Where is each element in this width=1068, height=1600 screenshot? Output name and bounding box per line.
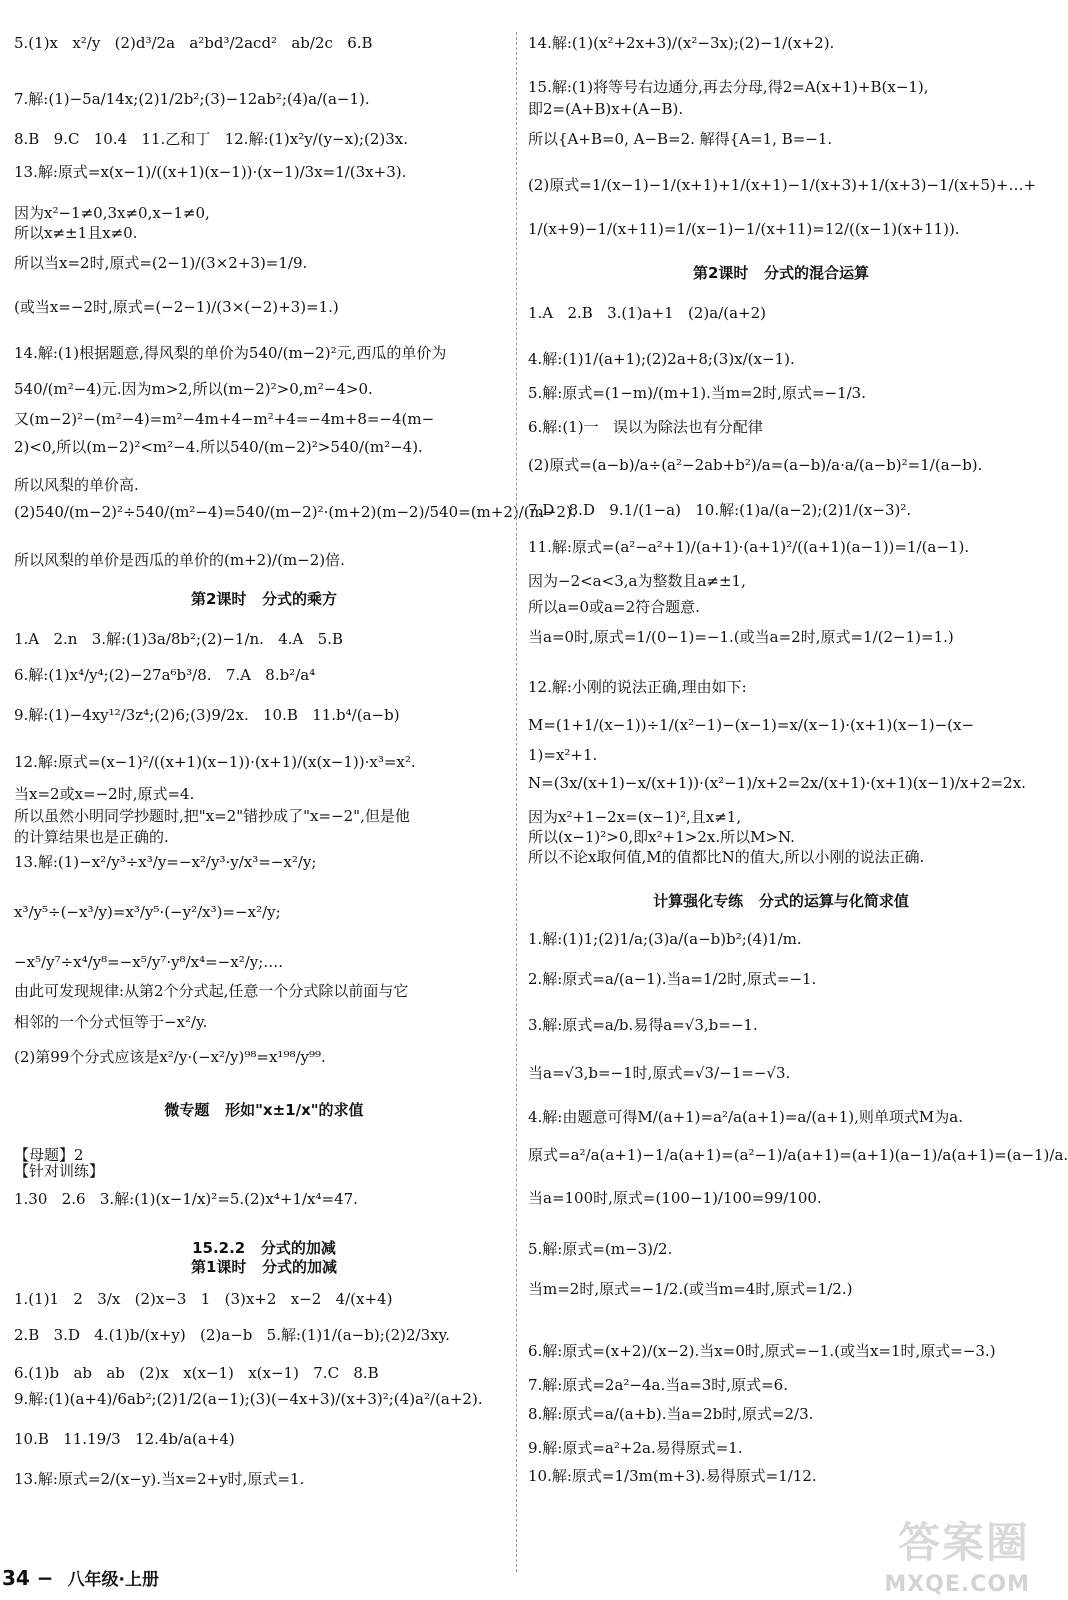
answer-line: 15.解:(1)将等号右边通分,再去分母,得2=A(x+1)+B(x−1),: [528, 78, 929, 96]
answer-line: 所以风梨的单价高.: [14, 476, 139, 494]
answer-line: 所以当x=2时,原式=(2−1)/(3×2+3)=1/9.: [14, 254, 308, 272]
answer-line: 当m=2时,原式=−1/2.(或当m=4时,原式=1/2.): [528, 1280, 853, 1298]
answer-line: 4.解:由题意可得M/(a+1)=a²/a(a+1)=a/(a+1),则单项式M为a.: [528, 1108, 963, 1126]
watermark-logo: 答案圈: [897, 1518, 1030, 1567]
answer-line: 7.D 8.D 9.1/(1−a) 10.解:(1)a/(a−2);(2)1/(x−3)².: [528, 501, 912, 519]
answer-line: 当a=100时,原式=(100−1)/100=99/100.: [528, 1189, 822, 1207]
answer-line: 所以不论x取何值,M的值都比N的值大,所以小刚的说法正确.: [528, 848, 925, 866]
answer-line: 7.解:(1)−5a/14x;(2)1/2b²;(3)−12ab²;(4)a/(a−1).: [14, 90, 370, 108]
answer-line: 8.解:原式=a/(a+b).当a=2b时,原式=2/3.: [528, 1405, 814, 1423]
answer-line: 13.解:原式=x(x−1)/((x+1)(x−1))·(x−1)/3x=1/(3x+3).: [14, 163, 407, 181]
page-footer: [2, 1565, 159, 1590]
section-heading: 计算强化专练 分式的运算与化简求值: [653, 892, 909, 910]
column-divider: [516, 32, 517, 1572]
answer-line: 10.解:原式=1/3m(m+3).易得原式=1/12.: [528, 1467, 817, 1485]
watermark-url: MXQE.COM: [884, 1572, 1030, 1597]
answer-line: 当a=0时,原式=1/(0−1)=−1.(或当a=2时,原式=1/(2−1)=1.): [528, 628, 954, 646]
answer-line: 12.解:原式=(x−1)²/((x+1)(x−1))·(x+1)/(x(x−1))·x³=x².: [14, 753, 416, 771]
answer-line: 1.30 2.6 3.解:(1)(x−1/x)²=5.(2)x⁴+1/x⁴=47.: [14, 1190, 358, 1208]
answer-line: 5.解:原式=(m−3)/2.: [528, 1240, 673, 1258]
answer-line: 所以(x−1)²>0,即x²+1>2x.所以M>N.: [528, 828, 795, 846]
answer-line: (2)原式=1/(x−1)−1/(x+1)+1/(x+1)−1/(x+3)+1/(x+3)−1/(x+5)+…+: [528, 176, 1037, 194]
answer-line: 2.B 3.D 4.(1)b/(x+y) (2)a−b 5.解:(1)1/(a−b);(2)2/3xy.: [14, 1326, 450, 1344]
right-column: [528, 0, 1068, 1556]
answer-line: 所以a=0或a=2符合题意.: [528, 598, 700, 616]
answer-line: 3.解:原式=a/b.易得a=√3,b=−1.: [528, 1016, 758, 1034]
answer-line: 8.B 9.C 10.4 11.乙和丁 12.解:(1)x²y/(y−x);(2)3x.: [14, 130, 409, 148]
answer-line: 13.解:原式=2/(x−y).当x=2+y时,原式=1.: [14, 1470, 305, 1488]
answer-line: 6.解:(1)x⁴/y⁴;(2)−27a⁶b³/8. 7.A 8.b²/a⁴: [14, 666, 316, 684]
answer-line: 即2=(A+B)x+(A−B).: [528, 100, 684, 118]
answer-line: 1)=x²+1.: [528, 746, 598, 764]
answer-line: (或当x=−2时,原式=(−2−1)/(3×(−2)+3)=1.): [14, 298, 339, 316]
answer-line: 因为−2<a<3,a为整数且a≠±1,: [528, 572, 746, 590]
answer-line: 6.解:原式=(x+2)/(x−2).当x=0时,原式=−1.(或当x=1时,原式=−3.): [528, 1342, 996, 1360]
answer-line: 12.解:小刚的说法正确,理由如下:: [528, 678, 747, 696]
answer-line: (2)原式=(a−b)/a÷(a²−2ab+b²)/a=(a−b)/a·a/(a−b)²=1/(a−b).: [528, 456, 983, 474]
answer-line: 1/(x+9)−1/(x+11)=1/(x−1)−1/(x+11)=12/((x−1)(x+11)).: [528, 220, 960, 238]
answer-line: x³/y⁵÷(−x³/y)=x³/y⁵·(−y²/x³)=−x²/y;: [14, 903, 281, 921]
answer-line: 由此可发现规律:从第2个分式起,任意一个分式除以前面与它: [14, 982, 409, 1000]
answer-line: 13.解:(1)−x²/y³÷x³/y=−x²/y³·y/x³=−x²/y;: [14, 853, 317, 871]
answer-line: 所以{A+B=0, A−B=2. 解得{A=1, B=−1.: [528, 130, 833, 148]
section-heading: 第1课时 分式的加减: [190, 1258, 338, 1276]
answer-line: 540/(m²−4)元.因为m>2,所以(m−2)²>0,m²−4>0.: [14, 380, 373, 398]
answer-line: 【母题】2: [14, 1146, 84, 1164]
answer-line: (2)第99个分式应该是x²/y·(−x²/y)⁹⁸=x¹⁹⁸/y⁹⁹.: [14, 1048, 326, 1066]
answer-line: 因为x²−1≠0,3x≠0,x−1≠0,: [14, 204, 210, 222]
answer-line: 5.(1)x x²/y (2)d³/2a a²bd³/2acd² ab/2c 6.B: [14, 34, 373, 52]
section-heading: 第2课时 分式的乘方: [190, 590, 338, 608]
answer-line: 当x=2或x=−2时,原式=4.: [14, 785, 195, 803]
answer-line: 又(m−2)²−(m²−4)=m²−4m+4−m²+4=−4m+8=−4(m−: [14, 410, 435, 428]
section-heading: 第2课时 分式的混合运算: [692, 264, 870, 282]
answer-line: (2)540/(m−2)²÷540/(m²−4)=540/(m−2)²·(m+2)(m−2)/540=(m+2)/(m−2).: [14, 503, 577, 521]
section-heading: 15.2.2 分式的加减: [192, 1239, 336, 1257]
answer-line: 2.解:原式=a/(a−1).当a=1/2时,原式=−1.: [528, 970, 817, 988]
answer-line: 14.解:(1)根据题意,得风梨的单价为540/(m−2)²元,西瓜的单价为: [14, 344, 447, 362]
answer-line: 原式=a²/a(a+1)−1/a(a+1)=(a²−1)/a(a+1)=(a+1)(a−1)/a(a+1)=(a−1)/a.: [528, 1146, 1068, 1164]
answer-line: 所以虽然小明同学抄题时,把"x=2"错抄成了"x=−2",但是他: [14, 807, 410, 825]
answer-line: 1.A 2.n 3.解:(1)3a/8b²;(2)−1/n. 4.A 5.B: [14, 630, 344, 648]
answer-line: 【针对训练】: [14, 1162, 105, 1180]
answer-line: 6.解:(1)一 误以为除法也有分配律: [528, 418, 763, 436]
answer-line: N=(3x/(x+1)−x/(x+1))·(x²−1)/x+2=2x/(x+1)·(x+1)(x−1)/x+2=2x.: [528, 774, 1026, 792]
answer-line: 相邻的一个分式恒等于−x²/y.: [14, 1013, 208, 1031]
answer-line: 9.解:(1)(a+4)/6ab²;(2)1/2(a−1);(3)(−4x+3)/(x+3)²;(4)a²/(a+2).: [14, 1390, 483, 1408]
answer-line: 1.A 2.B 3.(1)a+1 (2)a/(a+2): [528, 304, 767, 322]
answer-line: 9.解:(1)−4xy¹²/3z⁴;(2)6;(3)9/2x. 10.B 11.b⁴/(a−b): [14, 706, 400, 724]
answer-line: 1.解:(1)1;(2)1/a;(3)a/(a−b)b²;(4)1/m.: [528, 930, 802, 948]
answer-line: 6.(1)b ab ab (2)x x(x−1) x(x−1) 7.C 8.B: [14, 1364, 379, 1382]
answer-line: 当a=√3,b=−1时,原式=√3/−1=−√3.: [528, 1064, 791, 1082]
answer-line: 1.(1)1 2 3/x (2)x−3 1 (3)x+2 x−2 4/(x+4): [14, 1290, 393, 1308]
answer-line: 11.解:原式=(a²−a²+1)/(a+1)·(a+1)²/((a+1)(a−1))=1/(a−1).: [528, 538, 970, 556]
answer-line: 9.解:原式=a²+2a.易得原式=1.: [528, 1439, 743, 1457]
answer-line: 2)<0,所以(m−2)²<m²−4.所以540/(m−2)²>540/(m²−4).: [14, 438, 423, 456]
page-number: 34 −: [2, 1566, 54, 1590]
answer-line: 所以风梨的单价是西瓜的单价的(m+2)/(m−2)倍.: [14, 551, 345, 569]
answer-line: 4.解:(1)1/(a+1);(2)2a+8;(3)x/(x−1).: [528, 350, 795, 368]
answer-line: 10.B 11.19/3 12.4b/a(a+4): [14, 1430, 235, 1448]
grade-label: 八年级·上册: [67, 1570, 160, 1590]
answer-line: 所以x≠±1且x≠0.: [14, 224, 138, 242]
watermark: [854, 1510, 1030, 1596]
answer-line: 14.解:(1)(x²+2x+3)/(x²−3x);(2)−1/(x+2).: [528, 34, 835, 52]
answer-line: 7.解:原式=2a²−4a.当a=3时,原式=6.: [528, 1376, 788, 1394]
answer-line: M=(1+1/(x−1))÷1/(x²−1)−(x−1)=x/(x−1)·(x+1)(x−1)−(x−: [528, 716, 975, 734]
answer-line: 5.解:原式=(1−m)/(m+1).当m=2时,原式=−1/3.: [528, 384, 866, 402]
section-heading: 微专题 形如"x±1/x"的求值: [164, 1101, 364, 1119]
answer-line: −x⁵/y⁷÷x⁴/y⁸=−x⁵/y⁷·y⁸/x⁴=−x²/y;….: [14, 953, 284, 971]
answer-line: 的计算结果也是正确的.: [14, 828, 169, 846]
answer-line: 因为x²+1−2x=(x−1)²,且x≠1,: [528, 808, 742, 826]
